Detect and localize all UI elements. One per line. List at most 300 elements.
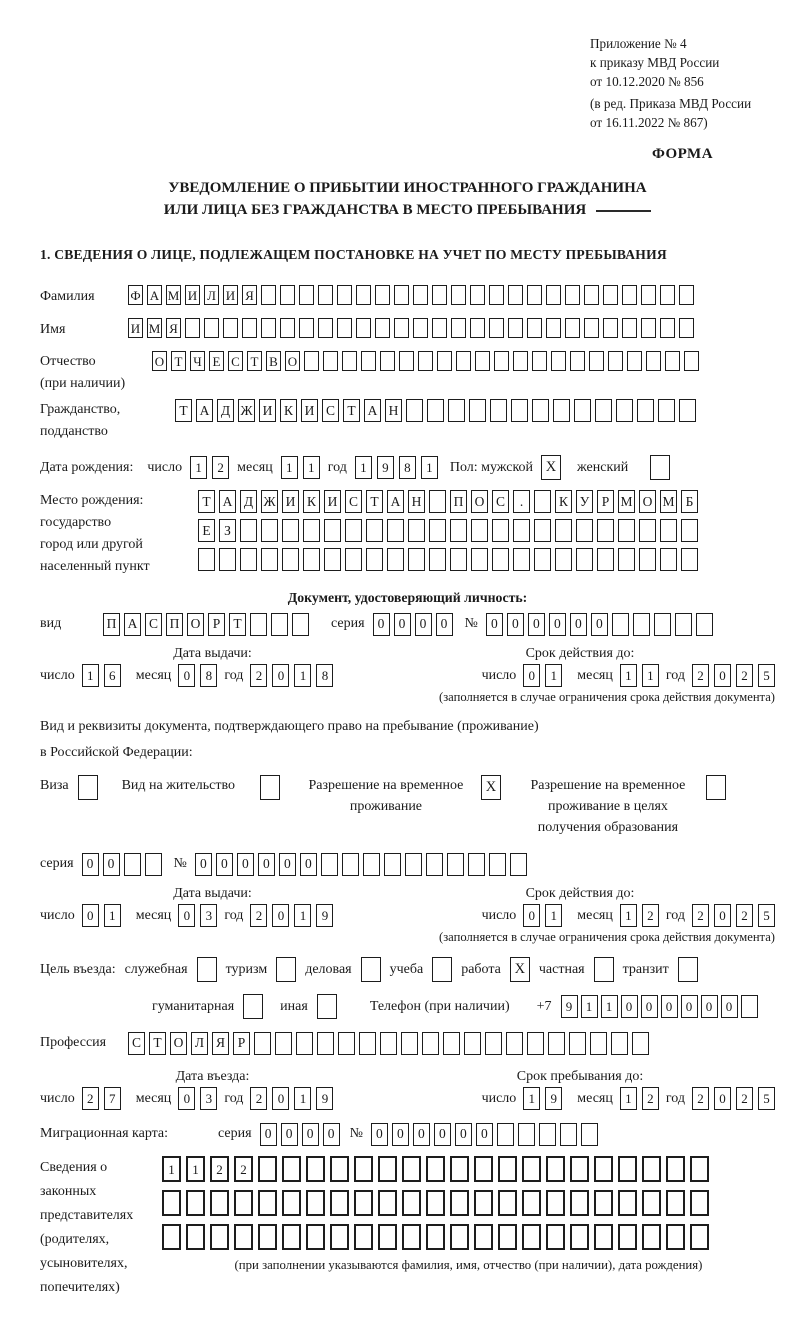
- char-cell[interactable]: 2: [250, 664, 267, 687]
- char-cell[interactable]: [679, 285, 694, 305]
- char-cell[interactable]: [679, 399, 696, 422]
- char-cell[interactable]: И: [223, 285, 238, 305]
- char-cell[interactable]: [223, 318, 238, 338]
- char-cell[interactable]: 0: [570, 613, 587, 636]
- char-cell[interactable]: [427, 399, 444, 422]
- char-cell[interactable]: М: [618, 490, 635, 513]
- char-cell[interactable]: [210, 1190, 229, 1216]
- char-cell[interactable]: [422, 1032, 439, 1055]
- char-cell[interactable]: 0: [82, 853, 99, 876]
- char-cell[interactable]: [642, 1190, 661, 1216]
- char-cell[interactable]: 1: [545, 904, 562, 927]
- char-cell[interactable]: [632, 1032, 649, 1055]
- char-cell[interactable]: Я: [166, 318, 181, 338]
- char-cell[interactable]: 0: [528, 613, 545, 636]
- char-cell[interactable]: [250, 613, 267, 636]
- sex-male-checkbox[interactable]: X: [541, 455, 561, 480]
- char-cell[interactable]: [361, 351, 376, 371]
- char-cell[interactable]: 0: [486, 613, 503, 636]
- char-cell[interactable]: [450, 1190, 469, 1216]
- char-cell[interactable]: 1: [545, 664, 562, 687]
- char-cell[interactable]: 1: [421, 456, 438, 479]
- char-cell[interactable]: [234, 1190, 253, 1216]
- char-cell[interactable]: [342, 853, 359, 876]
- char-cell[interactable]: Д: [217, 399, 234, 422]
- char-cell[interactable]: 9: [377, 456, 394, 479]
- char-cell[interactable]: [490, 399, 507, 422]
- char-cell[interactable]: [576, 548, 593, 571]
- char-cell[interactable]: 1: [620, 904, 637, 927]
- char-cell[interactable]: [527, 318, 542, 338]
- char-cell[interactable]: 8: [399, 456, 416, 479]
- char-cell[interactable]: Ж: [261, 490, 278, 513]
- char-cell[interactable]: [584, 285, 599, 305]
- char-cell[interactable]: [380, 351, 395, 371]
- char-cell[interactable]: [597, 548, 614, 571]
- char-cell[interactable]: [282, 1224, 301, 1250]
- char-cell[interactable]: [324, 519, 341, 542]
- char-cell[interactable]: Т: [247, 351, 262, 371]
- char-cell[interactable]: [402, 1156, 421, 1182]
- char-cell[interactable]: [345, 548, 362, 571]
- char-cell[interactable]: [574, 399, 591, 422]
- char-cell[interactable]: [489, 853, 506, 876]
- char-cell[interactable]: [354, 1156, 373, 1182]
- char-cell[interactable]: 1: [104, 904, 121, 927]
- char-cell[interactable]: [594, 1224, 613, 1250]
- char-cell[interactable]: [665, 351, 680, 371]
- char-cell[interactable]: П: [450, 490, 467, 513]
- char-cell[interactable]: [258, 1190, 277, 1216]
- char-cell[interactable]: И: [128, 318, 143, 338]
- char-cell[interactable]: [363, 853, 380, 876]
- char-cell[interactable]: [548, 1032, 565, 1055]
- char-cell[interactable]: 0: [434, 1123, 451, 1146]
- char-cell[interactable]: [642, 1224, 661, 1250]
- char-cell[interactable]: [366, 548, 383, 571]
- char-cell[interactable]: 1: [186, 1156, 205, 1182]
- char-cell[interactable]: [318, 285, 333, 305]
- char-cell[interactable]: [240, 519, 257, 542]
- char-cell[interactable]: [426, 853, 443, 876]
- char-cell[interactable]: [261, 285, 276, 305]
- char-cell[interactable]: [426, 1156, 445, 1182]
- char-cell[interactable]: А: [219, 490, 236, 513]
- char-cell[interactable]: [660, 318, 675, 338]
- char-cell[interactable]: М: [660, 490, 677, 513]
- char-cell[interactable]: [299, 285, 314, 305]
- char-cell[interactable]: 9: [561, 995, 578, 1018]
- char-cell[interactable]: 0: [178, 664, 195, 687]
- char-cell[interactable]: [448, 399, 465, 422]
- char-cell[interactable]: [418, 351, 433, 371]
- char-cell[interactable]: 0: [371, 1123, 388, 1146]
- char-cell[interactable]: [429, 548, 446, 571]
- char-cell[interactable]: 1: [642, 664, 659, 687]
- char-cell[interactable]: [378, 1224, 397, 1250]
- char-cell[interactable]: В: [266, 351, 281, 371]
- char-cell[interactable]: 1: [355, 456, 372, 479]
- char-cell[interactable]: 0: [392, 1123, 409, 1146]
- char-cell[interactable]: [323, 351, 338, 371]
- char-cell[interactable]: Т: [229, 613, 246, 636]
- char-cell[interactable]: 7: [104, 1087, 121, 1110]
- char-cell[interactable]: Р: [233, 1032, 250, 1055]
- char-cell[interactable]: [437, 351, 452, 371]
- char-cell[interactable]: [498, 1156, 517, 1182]
- char-cell[interactable]: [330, 1156, 349, 1182]
- char-cell[interactable]: [546, 1156, 565, 1182]
- char-cell[interactable]: К: [280, 399, 297, 422]
- char-cell[interactable]: [234, 1224, 253, 1250]
- char-cell[interactable]: [330, 1190, 349, 1216]
- purpose-private-checkbox[interactable]: [594, 957, 614, 982]
- char-cell[interactable]: [618, 1156, 637, 1182]
- char-cell[interactable]: [443, 1032, 460, 1055]
- char-cell[interactable]: [317, 1032, 334, 1055]
- purpose-commercial-checkbox[interactable]: [361, 957, 381, 982]
- purpose-humanitarian-checkbox[interactable]: [243, 994, 263, 1019]
- char-cell[interactable]: [261, 318, 276, 338]
- char-cell[interactable]: Я: [242, 285, 257, 305]
- char-cell[interactable]: [303, 519, 320, 542]
- char-cell[interactable]: [485, 1032, 502, 1055]
- char-cell[interactable]: [497, 1123, 514, 1146]
- sex-female-checkbox[interactable]: [650, 455, 670, 480]
- char-cell[interactable]: 2: [736, 1087, 753, 1110]
- char-cell[interactable]: 0: [258, 853, 275, 876]
- char-cell[interactable]: [690, 1224, 709, 1250]
- char-cell[interactable]: 5: [758, 664, 775, 687]
- char-cell[interactable]: [261, 548, 278, 571]
- char-cell[interactable]: 1: [303, 456, 320, 479]
- char-cell[interactable]: Т: [171, 351, 186, 371]
- char-cell[interactable]: [405, 853, 422, 876]
- char-cell[interactable]: [660, 548, 677, 571]
- char-cell[interactable]: 0: [436, 613, 453, 636]
- char-cell[interactable]: 0: [681, 995, 698, 1018]
- char-cell[interactable]: И: [259, 399, 276, 422]
- char-cell[interactable]: [306, 1224, 325, 1250]
- char-cell[interactable]: А: [147, 285, 162, 305]
- char-cell[interactable]: [354, 1190, 373, 1216]
- char-cell[interactable]: [666, 1190, 685, 1216]
- char-cell[interactable]: 0: [281, 1123, 298, 1146]
- char-cell[interactable]: [402, 1190, 421, 1216]
- char-cell[interactable]: [378, 1190, 397, 1216]
- char-cell[interactable]: [594, 1190, 613, 1216]
- char-cell[interactable]: [534, 490, 551, 513]
- char-cell[interactable]: 1: [601, 995, 618, 1018]
- char-cell[interactable]: [318, 318, 333, 338]
- char-cell[interactable]: [513, 351, 528, 371]
- char-cell[interactable]: [565, 285, 580, 305]
- char-cell[interactable]: [603, 318, 618, 338]
- char-cell[interactable]: [627, 351, 642, 371]
- char-cell[interactable]: 0: [523, 904, 540, 927]
- char-cell[interactable]: [489, 318, 504, 338]
- char-cell[interactable]: И: [185, 285, 200, 305]
- char-cell[interactable]: [402, 1224, 421, 1250]
- char-cell[interactable]: [254, 1032, 271, 1055]
- char-cell[interactable]: [447, 853, 464, 876]
- char-cell[interactable]: 0: [591, 613, 608, 636]
- char-cell[interactable]: 0: [714, 664, 731, 687]
- purpose-tourism-checkbox[interactable]: [276, 957, 296, 982]
- char-cell[interactable]: [555, 548, 572, 571]
- char-cell[interactable]: [522, 1156, 541, 1182]
- char-cell[interactable]: 0: [455, 1123, 472, 1146]
- char-cell[interactable]: [292, 613, 309, 636]
- char-cell[interactable]: 0: [260, 1123, 277, 1146]
- char-cell[interactable]: [608, 351, 623, 371]
- char-cell[interactable]: [345, 519, 362, 542]
- char-cell[interactable]: [498, 1190, 517, 1216]
- char-cell[interactable]: [641, 285, 656, 305]
- char-cell[interactable]: [492, 548, 509, 571]
- char-cell[interactable]: 0: [714, 904, 731, 927]
- char-cell[interactable]: А: [196, 399, 213, 422]
- char-cell[interactable]: С: [145, 613, 162, 636]
- char-cell[interactable]: [570, 1224, 589, 1250]
- char-cell[interactable]: [470, 285, 485, 305]
- char-cell[interactable]: [637, 399, 654, 422]
- char-cell[interactable]: 1: [281, 456, 298, 479]
- char-cell[interactable]: Т: [175, 399, 192, 422]
- char-cell[interactable]: И: [282, 490, 299, 513]
- char-cell[interactable]: О: [187, 613, 204, 636]
- char-cell[interactable]: 3: [200, 904, 217, 927]
- char-cell[interactable]: [675, 613, 692, 636]
- char-cell[interactable]: [475, 351, 490, 371]
- char-cell[interactable]: 0: [103, 853, 120, 876]
- char-cell[interactable]: [518, 1123, 535, 1146]
- char-cell[interactable]: 1: [294, 664, 311, 687]
- char-cell[interactable]: [210, 1224, 229, 1250]
- char-cell[interactable]: 2: [250, 904, 267, 927]
- char-cell[interactable]: [342, 351, 357, 371]
- char-cell[interactable]: [508, 318, 523, 338]
- char-cell[interactable]: 0: [373, 613, 390, 636]
- char-cell[interactable]: [546, 1190, 565, 1216]
- char-cell[interactable]: 2: [692, 904, 709, 927]
- char-cell[interactable]: М: [166, 285, 181, 305]
- char-cell[interactable]: Р: [208, 613, 225, 636]
- char-cell[interactable]: 1: [581, 995, 598, 1018]
- char-cell[interactable]: [539, 1123, 556, 1146]
- char-cell[interactable]: Ф: [128, 285, 143, 305]
- char-cell[interactable]: 5: [758, 1087, 775, 1110]
- char-cell[interactable]: 1: [294, 904, 311, 927]
- char-cell[interactable]: [282, 1190, 301, 1216]
- char-cell[interactable]: 0: [300, 853, 317, 876]
- char-cell[interactable]: Д: [240, 490, 257, 513]
- char-cell[interactable]: [375, 318, 390, 338]
- char-cell[interactable]: 1: [620, 1087, 637, 1110]
- char-cell[interactable]: [679, 318, 694, 338]
- char-cell[interactable]: [741, 995, 758, 1018]
- char-cell[interactable]: Н: [408, 490, 425, 513]
- char-cell[interactable]: [337, 318, 352, 338]
- char-cell[interactable]: 8: [316, 664, 333, 687]
- purpose-transit-checkbox[interactable]: [678, 957, 698, 982]
- char-cell[interactable]: .: [513, 490, 530, 513]
- char-cell[interactable]: [595, 399, 612, 422]
- char-cell[interactable]: [280, 285, 295, 305]
- char-cell[interactable]: 0: [721, 995, 738, 1018]
- char-cell[interactable]: [399, 351, 414, 371]
- char-cell[interactable]: [611, 1032, 628, 1055]
- char-cell[interactable]: [633, 613, 650, 636]
- char-cell[interactable]: [258, 1156, 277, 1182]
- char-cell[interactable]: [639, 548, 656, 571]
- char-cell[interactable]: [186, 1224, 205, 1250]
- char-cell[interactable]: [639, 519, 656, 542]
- char-cell[interactable]: [681, 519, 698, 542]
- char-cell[interactable]: [451, 318, 466, 338]
- char-cell[interactable]: 2: [736, 664, 753, 687]
- temp-residence-checkbox[interactable]: X: [481, 775, 501, 800]
- char-cell[interactable]: [681, 548, 698, 571]
- char-cell[interactable]: [510, 853, 527, 876]
- char-cell[interactable]: [474, 1156, 493, 1182]
- char-cell[interactable]: О: [471, 490, 488, 513]
- char-cell[interactable]: [204, 318, 219, 338]
- char-cell[interactable]: К: [303, 490, 320, 513]
- char-cell[interactable]: Е: [198, 519, 215, 542]
- char-cell[interactable]: 0: [178, 904, 195, 927]
- char-cell[interactable]: [666, 1224, 685, 1250]
- char-cell[interactable]: [303, 548, 320, 571]
- char-cell[interactable]: С: [345, 490, 362, 513]
- char-cell[interactable]: [324, 548, 341, 571]
- char-cell[interactable]: А: [387, 490, 404, 513]
- char-cell[interactable]: 0: [272, 904, 289, 927]
- char-cell[interactable]: Я: [212, 1032, 229, 1055]
- purpose-other-checkbox[interactable]: [317, 994, 337, 1019]
- char-cell[interactable]: [594, 1156, 613, 1182]
- char-cell[interactable]: Р: [597, 490, 614, 513]
- char-cell[interactable]: [432, 285, 447, 305]
- char-cell[interactable]: [185, 318, 200, 338]
- char-cell[interactable]: [468, 853, 485, 876]
- char-cell[interactable]: 1: [162, 1156, 181, 1182]
- char-cell[interactable]: [474, 1224, 493, 1250]
- char-cell[interactable]: [546, 318, 561, 338]
- char-cell[interactable]: [618, 1224, 637, 1250]
- char-cell[interactable]: [546, 285, 561, 305]
- char-cell[interactable]: [569, 1032, 586, 1055]
- char-cell[interactable]: 0: [195, 853, 212, 876]
- visa-checkbox[interactable]: [78, 775, 98, 800]
- char-cell[interactable]: 3: [200, 1087, 217, 1110]
- char-cell[interactable]: [306, 1190, 325, 1216]
- char-cell[interactable]: Л: [191, 1032, 208, 1055]
- char-cell[interactable]: [489, 285, 504, 305]
- char-cell[interactable]: О: [152, 351, 167, 371]
- residence-permit-checkbox[interactable]: [260, 775, 280, 800]
- char-cell[interactable]: [275, 1032, 292, 1055]
- char-cell[interactable]: И: [324, 490, 341, 513]
- purpose-business-checkbox[interactable]: [197, 957, 217, 982]
- char-cell[interactable]: [553, 399, 570, 422]
- char-cell[interactable]: С: [492, 490, 509, 513]
- char-cell[interactable]: Е: [209, 351, 224, 371]
- char-cell[interactable]: 2: [82, 1087, 99, 1110]
- char-cell[interactable]: 0: [413, 1123, 430, 1146]
- char-cell[interactable]: [450, 1224, 469, 1250]
- char-cell[interactable]: [551, 351, 566, 371]
- char-cell[interactable]: [570, 1190, 589, 1216]
- char-cell[interactable]: М: [147, 318, 162, 338]
- char-cell[interactable]: [413, 285, 428, 305]
- char-cell[interactable]: П: [166, 613, 183, 636]
- char-cell[interactable]: 8: [200, 664, 217, 687]
- char-cell[interactable]: А: [124, 613, 141, 636]
- char-cell[interactable]: [560, 1123, 577, 1146]
- char-cell[interactable]: [450, 519, 467, 542]
- char-cell[interactable]: [690, 1156, 709, 1182]
- char-cell[interactable]: 0: [476, 1123, 493, 1146]
- char-cell[interactable]: [584, 318, 599, 338]
- char-cell[interactable]: [394, 318, 409, 338]
- char-cell[interactable]: 0: [714, 1087, 731, 1110]
- char-cell[interactable]: [186, 1190, 205, 1216]
- char-cell[interactable]: 1: [620, 664, 637, 687]
- char-cell[interactable]: [522, 1224, 541, 1250]
- char-cell[interactable]: 5: [758, 904, 775, 927]
- char-cell[interactable]: [401, 1032, 418, 1055]
- char-cell[interactable]: [565, 318, 580, 338]
- char-cell[interactable]: [590, 1032, 607, 1055]
- char-cell[interactable]: [581, 1123, 598, 1146]
- char-cell[interactable]: 1: [190, 456, 207, 479]
- char-cell[interactable]: [666, 1156, 685, 1182]
- char-cell[interactable]: [642, 1156, 661, 1182]
- char-cell[interactable]: [354, 1224, 373, 1250]
- char-cell[interactable]: [282, 1156, 301, 1182]
- char-cell[interactable]: 0: [216, 853, 233, 876]
- char-cell[interactable]: 9: [545, 1087, 562, 1110]
- char-cell[interactable]: 0: [701, 995, 718, 1018]
- char-cell[interactable]: [618, 1190, 637, 1216]
- char-cell[interactable]: [408, 548, 425, 571]
- char-cell[interactable]: 1: [523, 1087, 540, 1110]
- char-cell[interactable]: З: [219, 519, 236, 542]
- char-cell[interactable]: Б: [681, 490, 698, 513]
- char-cell[interactable]: [654, 613, 671, 636]
- char-cell[interactable]: [589, 351, 604, 371]
- char-cell[interactable]: [696, 613, 713, 636]
- char-cell[interactable]: [534, 548, 551, 571]
- char-cell[interactable]: [304, 351, 319, 371]
- char-cell[interactable]: [622, 318, 637, 338]
- char-cell[interactable]: [546, 1224, 565, 1250]
- char-cell[interactable]: [258, 1224, 277, 1250]
- char-cell[interactable]: [124, 853, 141, 876]
- char-cell[interactable]: Ч: [190, 351, 205, 371]
- char-cell[interactable]: 0: [661, 995, 678, 1018]
- char-cell[interactable]: [426, 1224, 445, 1250]
- char-cell[interactable]: [684, 351, 699, 371]
- char-cell[interactable]: [219, 548, 236, 571]
- char-cell[interactable]: 9: [316, 1087, 333, 1110]
- char-cell[interactable]: [612, 613, 629, 636]
- char-cell[interactable]: [532, 399, 549, 422]
- char-cell[interactable]: О: [170, 1032, 187, 1055]
- char-cell[interactable]: 0: [178, 1087, 195, 1110]
- char-cell[interactable]: [603, 285, 618, 305]
